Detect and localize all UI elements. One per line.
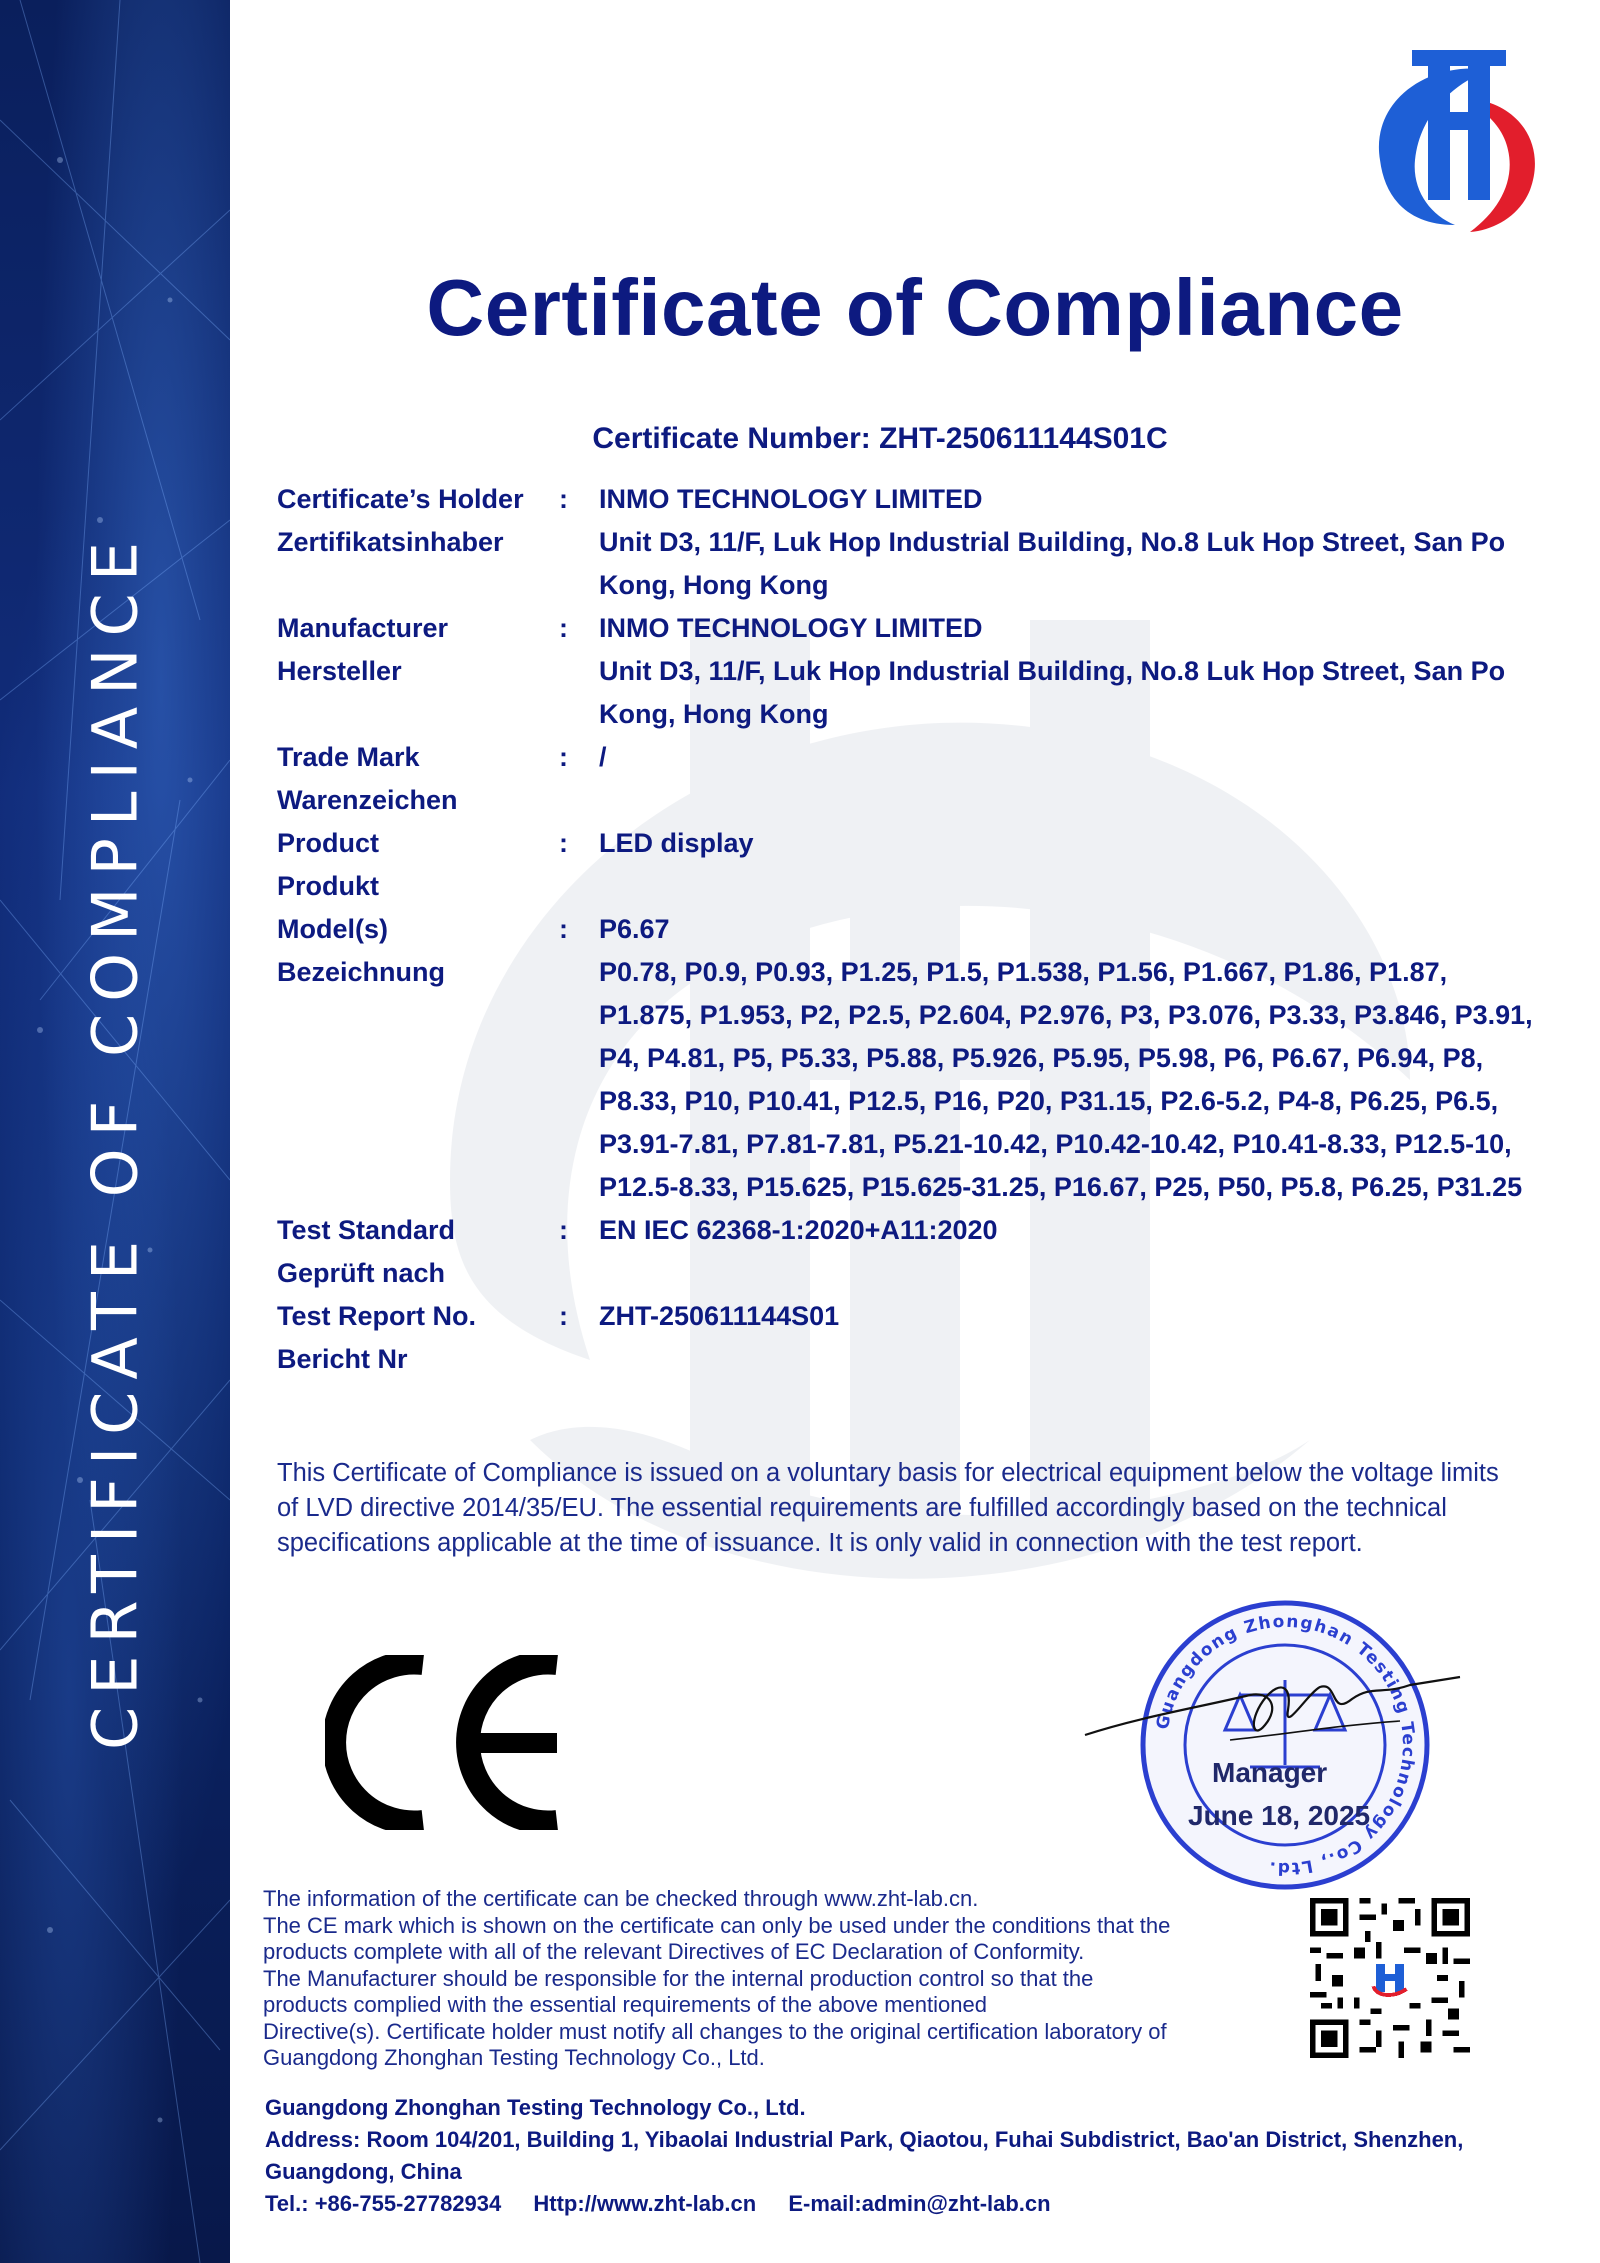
field-row — [277, 650, 1537, 736]
field-label: Test Standard — [277, 1215, 456, 1245]
side-banner — [0, 0, 230, 2263]
info-line: The Manufacturer should be responsible for the internal production control so that the — [263, 1965, 1094, 1991]
certificate-fields — [277, 478, 1537, 1381]
field-value: INMO TECHNOLOGY LIMITED — [599, 484, 983, 514]
compliance-statement: This Certificate of Compliance is issued on a voluntary basis for electrical equipment below the voltage limits of LVD directive 2014/35/EU. The essential requirements are fulfilled accordingly based on the technical specifications applicable at the time of issuance. It is only valid in connection with the test report. — [277, 1459, 1499, 1557]
field-label: Test Report No. — [277, 1301, 477, 1331]
field-row — [277, 908, 1537, 951]
field-colon — [559, 951, 599, 1209]
stamp-date: June 18, 2025 — [1188, 1800, 1371, 1831]
footer-website: Http://www.zht-lab.cn — [533, 2191, 757, 2216]
info-line: Guangdong Zhonghan Testing Technology Co., Ltd. — [263, 2045, 765, 2070]
field-colon: : — [559, 742, 568, 772]
field-row — [277, 478, 1537, 521]
field-colon — [559, 1252, 599, 1295]
info-line: products complied with the essential requirements of the above mentioned — [263, 1992, 987, 2017]
field-value — [599, 779, 1537, 822]
footer-email: E-mail:admin@zht-lab.cn — [788, 2191, 1051, 2216]
field-colon: : — [559, 828, 568, 858]
field-label: Geprüft nach — [277, 1258, 446, 1288]
footer-address-line-2: Guangdong, China — [265, 2159, 462, 2184]
field-value: P0.78, P0.9, P0.93, P1.25, P1.5, P1.538, P1.56, P1.667, P1.86, P1.87, P1.875, P1.953, P2, P2.5, P2.604, P2.976, P3, P3.076, P3.33, P3.846, P3.91, P4, P4.81, P5, P5.33, P5.88, P5.926, P5.95, P5.98, P6, P6.67, P6.94, P8, P8.33, P10, P10.41, P12.5, P16, P20, P31.15, P2.6-5.2, P4-8, P6.25, P6.5, P3.91-7.81, P7.81-7.81, P5.21-10.42, P10.42-10.42, P10.41-8.33, P12.5-10, P12.5-8.33, P15.625, P15.625-31.25, P16.67, P25, P50, P5.8, P6.25, P31.25 — [599, 957, 1533, 1202]
certificate-number: Certificate Number: ZHT-250611144S01C — [592, 422, 1168, 455]
field-label: Hersteller — [277, 656, 402, 686]
svg-text:Guangdong Zhonghan Testing Tec: Guangdong Zhonghan Testing Technology Co., Ltd. — [1152, 1611, 1419, 1879]
field-colon: : — [559, 914, 568, 944]
vertical-title: CERTIFICATE OF COMPLIANCE — [78, 529, 152, 1751]
field-row — [277, 1252, 1537, 1295]
footer-tel: Tel.: +86-755-27782934 — [265, 2191, 502, 2216]
footer-company: Guangdong Zhonghan Testing Technology Co., Ltd. — [265, 2095, 806, 2120]
field-row — [277, 1338, 1537, 1381]
field-colon: : — [559, 1215, 568, 1245]
field-row — [277, 736, 1537, 779]
field-colon — [559, 521, 599, 607]
field-label: Produkt — [277, 871, 380, 901]
footer-contacts — [265, 2188, 1565, 2220]
field-colon — [559, 779, 599, 822]
field-value — [599, 1252, 1537, 1295]
field-label: Model(s) — [277, 914, 388, 944]
field-colon: : — [559, 1301, 568, 1331]
field-colon — [559, 865, 599, 908]
stamp-role: Manager — [1212, 1757, 1328, 1788]
info-line: products complete with all of the relevant Directives of EC Declaration of Conformity. — [263, 1939, 1085, 1964]
field-value — [599, 865, 1537, 908]
field-label: Bezeichnung — [277, 957, 446, 987]
field-row — [277, 822, 1537, 865]
qr-code-icon — [1310, 1898, 1470, 2058]
field-label: Certificate’s Holder — [277, 484, 524, 514]
field-colon: : — [559, 484, 568, 514]
field-row — [277, 607, 1537, 650]
info-line: The information of the certificate can be checked through www.zht-lab.cn. — [263, 1886, 979, 1911]
field-label: Trade Mark — [277, 742, 420, 772]
field-value: INMO TECHNOLOGY LIMITED — [599, 613, 983, 643]
field-row — [277, 865, 1537, 908]
field-label: Product — [277, 828, 380, 858]
footer-address: Address: Room 104/201, Building 1, Yibaolai Industrial Park, Qiaotou, Fuhai Subdistrict, Bao'an District, Shenzhen, — [265, 2127, 1464, 2152]
field-label: Zertifikatsinhaber — [277, 527, 504, 557]
field-value: / — [599, 742, 607, 772]
field-value: P6.67 — [599, 914, 670, 944]
field-label: Manufacturer — [277, 613, 449, 643]
field-value: LED display — [599, 828, 754, 858]
info-line: Directive(s). Certificate holder must notify all changes to the original certification laboratory of — [263, 2018, 1167, 2044]
ce-mark-icon — [325, 1655, 565, 1830]
field-colon — [559, 650, 599, 736]
zht-logo-icon — [1360, 40, 1550, 240]
certificate-info — [263, 1886, 1273, 2072]
field-value — [599, 1338, 1537, 1381]
field-value: Unit D3, 11/F, Luk Hop Industrial Building, No.8 Luk Hop Street, San Po Kong, Hong Kong — [599, 527, 1506, 600]
field-value: Unit D3, 11/F, Luk Hop Industrial Building, No.8 Luk Hop Street, San Po Kong, Hong Kong — [599, 656, 1506, 729]
field-label: Bericht Nr — [277, 1344, 408, 1374]
page-title: Certificate of Compliance — [426, 263, 1404, 352]
field-colon: : — [559, 613, 568, 643]
field-label: Warenzeichen — [277, 785, 458, 815]
field-row — [277, 951, 1537, 1209]
field-row — [277, 1209, 1537, 1252]
field-value: ZHT-250611144S01 — [599, 1301, 840, 1331]
field-row — [277, 779, 1537, 822]
field-row — [277, 521, 1537, 607]
info-line: The CE mark which is shown on the certificate can only be used under the conditions that the — [263, 1912, 1171, 1938]
field-row — [277, 1295, 1537, 1338]
field-value: EN IEC 62368-1:2020+A11:2020 — [599, 1215, 998, 1245]
footer — [265, 2092, 1565, 2220]
field-colon — [559, 1338, 599, 1381]
